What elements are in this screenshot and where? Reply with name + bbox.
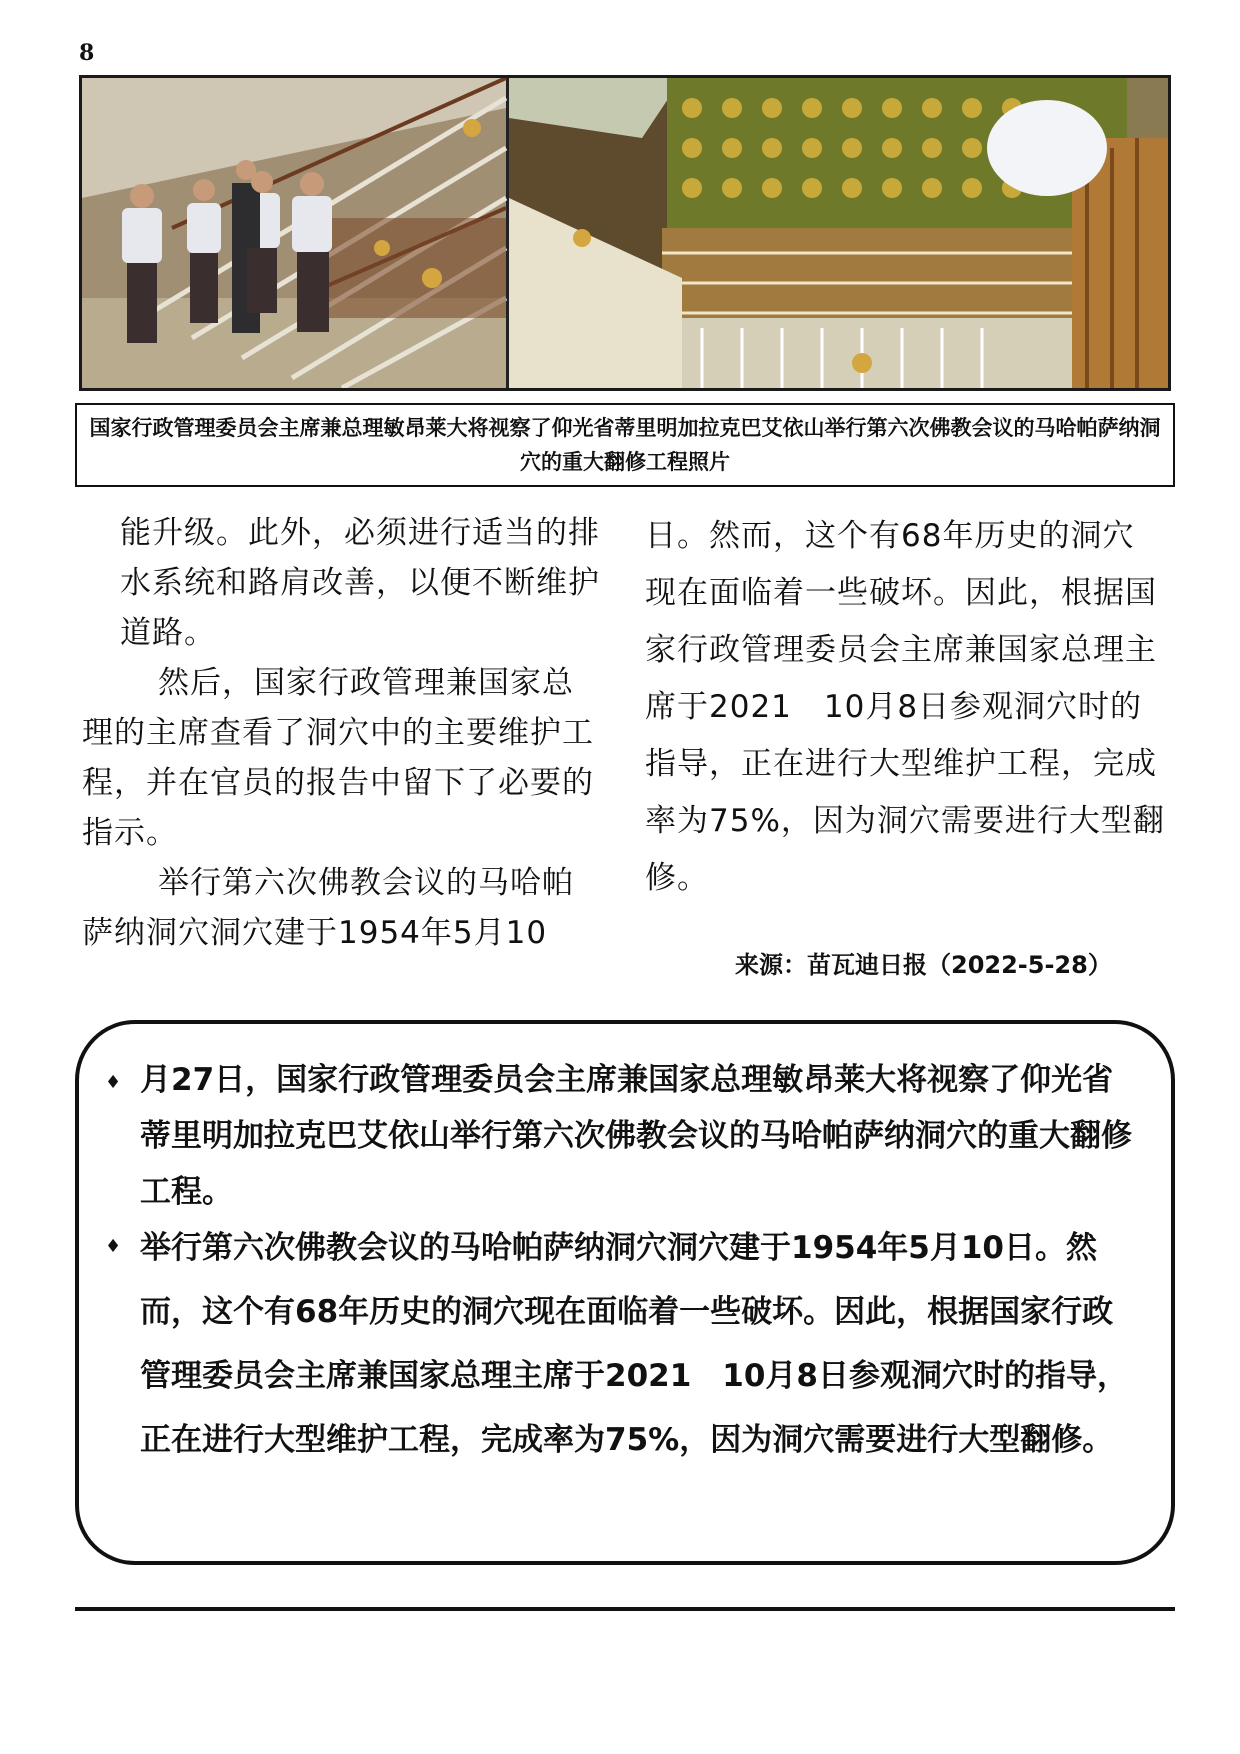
photo-collage: [79, 75, 1171, 391]
paragraph: 然后，国家行政管理兼国家总理的主席查看了洞穴中的主要维护工程，并在官员的报告中留下了必要的指示。: [82, 665, 594, 851]
photo-cave-interior: [509, 78, 1168, 388]
summary-item: 月27日，国家行政管理委员会主席兼国家总理敏昂莱大将视察了仰光省蒂里明加拉克巴艾依山举行第六次佛教会议的马哈帕萨纳洞穴的重大翻修工程。: [140, 1062, 1132, 1210]
page-number: 8: [79, 40, 95, 66]
article-right-column: [645, 508, 1165, 907]
photo-officials-inspection: [82, 78, 506, 388]
footer-rule: [75, 1607, 1175, 1611]
diamond-bullet-icon: ♦: [105, 1072, 122, 1093]
photo-caption: 国家行政管理委员会主席兼总理敏昂莱大将视察了仰光省蒂里明加拉克巴艾依山举行第六次佛教会议的马哈帕萨纳洞穴的重大翻修工程照片: [75, 403, 1175, 487]
paragraph: 能升级。此外，必须进行适当的排水系统和路肩改善，以便不断维护道路。: [120, 515, 600, 651]
article-left-column: [82, 508, 602, 958]
paragraph: 举行第六次佛教会议的马哈帕萨纳洞穴洞穴建于1954年5月10: [82, 865, 574, 951]
paragraph: 日。然而，这个有68年历史的洞穴现在面临着一些破坏。因此，根据国家行政管理委员会主席兼国家总理主席于2021 10月8日参观洞穴时的指导，正在进行大型维护工程，完成率为75%，因为洞穴需要进行大型翻修。: [645, 518, 1165, 896]
summary-item: 举行第六次佛教会议的马哈帕萨纳洞穴洞穴建于1954年5月10日。然而，这个有68年历史的洞穴现在面临着一些破坏。因此，根据国家行政管理委员会主席兼国家总理主席于2021 10月8日参观洞穴时的指导，正在进行大型维护工程，完成率为75%，因为洞穴需要进行大型翻修。: [140, 1230, 1128, 1458]
article-source: 来源：苗瓦迪日报（2022-5-28）: [735, 951, 1112, 979]
diamond-bullet-icon: ♦: [105, 1236, 122, 1257]
